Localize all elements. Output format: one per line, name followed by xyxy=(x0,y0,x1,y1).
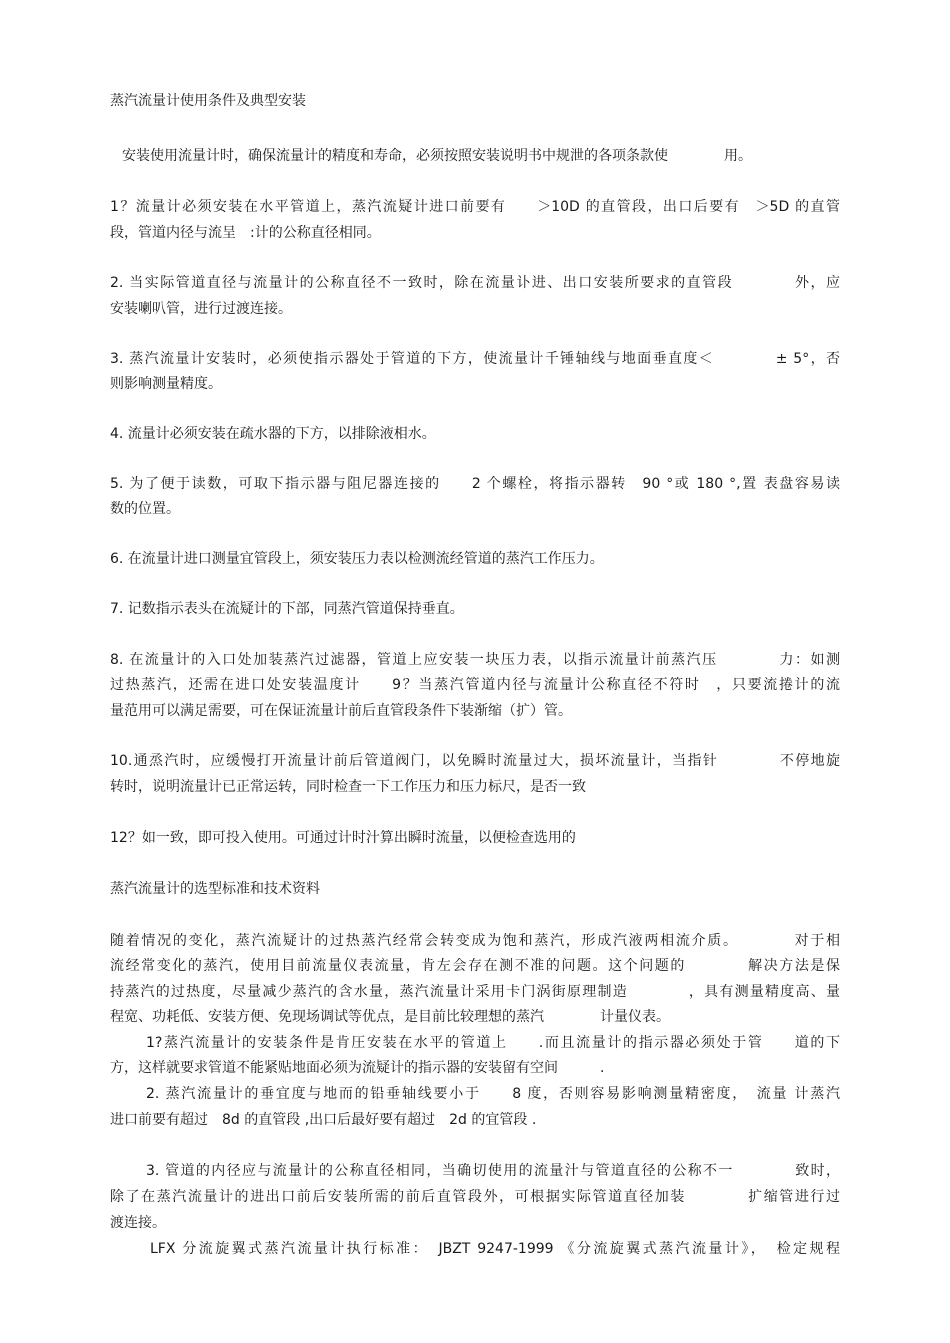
item-3-line-2: 则影响测量精度。 xyxy=(110,376,222,392)
item-8-line-3: 量范用可以满足需要，可在保证流量计前后直管段条件下装渐缩（扩）管。 xyxy=(110,703,572,719)
section-2-title: 蒸汽流量计的选型标准和技术资料 xyxy=(110,881,320,897)
para-line-8: 进口前要有超过 8d 的直管段 ,出口后最好要有超过 2d 的宜管段 . xyxy=(110,1112,537,1128)
item-8-line-1: 8. 在流量计的入口处加装蒸汽过滤器，管道上应安装一块压力表，以指示流量计前蒸汽压 力：如测 xyxy=(110,652,840,668)
item-2-line-2: 安装喇叭管，进行过渡连接。 xyxy=(110,301,292,317)
para-line-12: LFX 分流旋翼式蒸汽流量计执行标准： JBZT 9247-1999 《分流旋翼式蒸汽流量计》， 检定规程 xyxy=(150,1241,840,1257)
para-line-7: 2. 蒸汽流量计的垂宜度与地而的铅垂轴线要小于 8 度，否则容易影响测量精密度， 流量 计蒸汽 xyxy=(146,1086,840,1102)
item-6-line-1: 6. 在流量计进口测量宜管段上，须安装压力表以检测流经管道的蒸汽工作压力。 xyxy=(110,551,604,567)
item-4-line-1: 4. 流量计必须安装在疏水器的下方，以排除液相水。 xyxy=(110,426,436,442)
item-10-line-1: 10.通烝汽时，应缓慢打开流量计前后管道阀门，以免瞬时流量过大，损坏流量计，当指针 不停地旋 xyxy=(110,753,840,769)
para-line-3: 持蒸汽的过热度，尽量减少蒸汽的含水量，蒸汽流量计采用卡门涡街原理制造 ，具有测量精度高、量 xyxy=(110,984,840,1000)
item-1-line-1: 1？流量计必须安装在水平管道上，蒸汽流疑计进口前要有 ＞10D 的直管段，出口后要有 ＞5D 的直管 xyxy=(110,199,840,215)
para-line-10: 除了在蒸汽流量计的进出口前后安装所需的前后直管段外，可根据实际管道直径加装 扩缩管进行过 xyxy=(110,1189,840,1205)
para-line-2: 流经常变化的蒸汽，使用目前流量仪表流量，肯左会存在测不准的问题。这个问题的 解决方法是保 xyxy=(110,958,840,974)
item-8-line-2: 过热蒸汽，还需在进口处安装温度计 9？当蒸汽管道内径与流量计公称直径不符时 ，只要流捲计的流 xyxy=(110,677,840,693)
para-line-6: 方，这样就要求管道不能紧贴地面必须为流疑计的指示器的安装留有空间 . xyxy=(110,1060,605,1076)
para-line-9: 3. 管道的内径应与流量计的公称直径相同，当确切使用的流量汁与管道直径的公称不一 致时， xyxy=(146,1163,840,1179)
para-line-11: 渡连接。 xyxy=(110,1215,166,1231)
item-3-line-1: 3. 蒸汽流量计安装时，必须使指示器处于管道的下方，使流量计千锤轴线与地面垂直度＜ ± 5°，否 xyxy=(110,351,840,367)
item-5-line-1: 5. 为了便于读数，可取下指示器与阻尼器连接的 2 个螺栓，将指示器转 90 °或 180 °,置 表盘容易读 xyxy=(110,476,840,492)
para-line-4: 程宽、功耗低、安装方便、免现场调试等优点，是目前比较理想的蒸汽 计量仪表。 xyxy=(110,1009,670,1025)
item-2-line-1: 2. 当实际管道直径与流量计的公称直径不一致时，除在流量讣进、出口安装所要求的直管段 外，应 xyxy=(110,275,840,291)
para-line-1: 随着情况的变化，蒸汽流疑计的过热蒸汽经常会转变成为饱和蒸汽，形成汽液两相流介质。 对于相 xyxy=(110,933,840,949)
item-1-line-2: 段，管道内径与流呈 :计的公称直径相同。 xyxy=(110,225,381,241)
item-12-line-1: 12？如一致，即可投入使用。可通过计时汁算出瞬时流量，以便检查选用的 xyxy=(110,830,576,846)
para-line-5: 1?蒸汽流量计的安装条件是肯圧安装在水平的管道上 .而且流量计的指示器必须处于管 道的下 xyxy=(146,1035,840,1051)
intro-paragraph: 安装使用流量计时，确保流量计的精度和寿命，必须按照安装说明书中规泄的各项条款使 用。 xyxy=(122,148,752,164)
item-10-line-2: 转时，说明流量计已正常运转，同时检查一下工作压力和压力标尺，是否一致 xyxy=(110,779,586,795)
doc-title: 蒸汽流量计使用条件及典型安装 xyxy=(110,93,306,109)
item-7-line-1: 7. 记数指示表头在流疑计的下部，同蒸汽管道保持垂直。 xyxy=(110,601,464,617)
item-5-line-2: 数的位置。 xyxy=(110,501,180,517)
